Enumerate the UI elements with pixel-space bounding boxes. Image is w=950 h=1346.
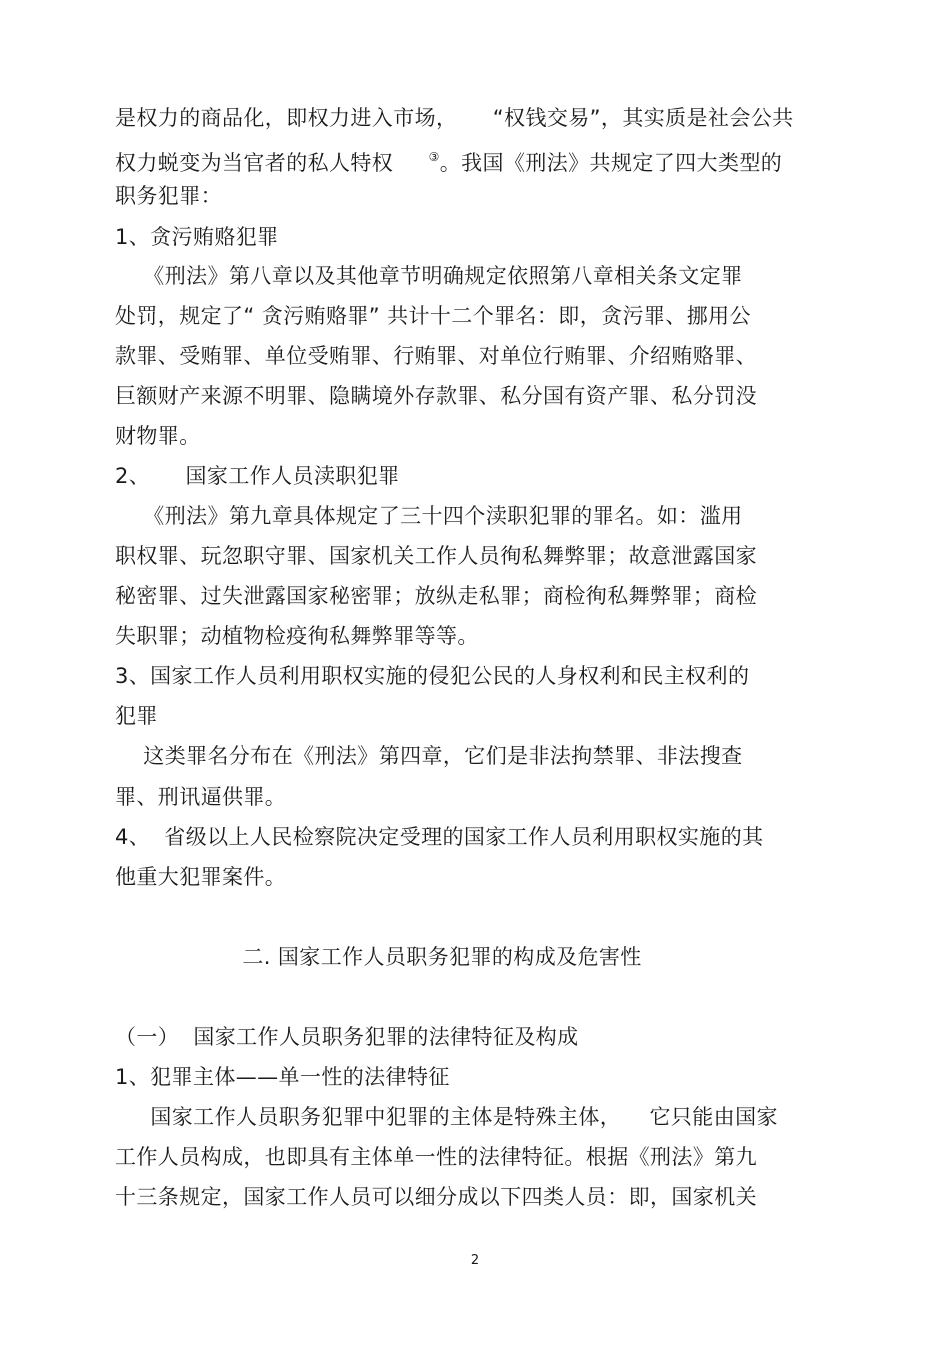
subsection-title: （一） 国家工作人员职务犯罪的法律特征及构成 xyxy=(115,1025,579,1049)
heading-4-cont: 他重大犯罪案件。 xyxy=(115,865,287,889)
body-line: 处罚，规定了“ 贪污贿赂罪” 共计十二个罪名：即，贪污罪、挪用公 xyxy=(115,304,751,328)
body-line: 《刑法》第九章具体规定了三十四个渎职犯罪的罪名。如：滥用 xyxy=(115,504,743,528)
footnote-marker: ③ xyxy=(428,150,440,164)
body-line: 工作人员构成，也即具有主体单一性的法律特征。根据《刑法》第九 xyxy=(115,1145,757,1169)
heading-5: 1、犯罪主体——单一性的法律特征 xyxy=(115,1065,450,1089)
heading-3: 3、国家工作人员利用职权实施的侵犯公民的人身权利和民主权利的 xyxy=(115,664,750,688)
body-line: 巨额财产来源不明罪、隐瞒境外存款罪、私分国有资产罪、私分罚没 xyxy=(115,384,757,408)
heading-3-cont: 犯罪 xyxy=(115,704,158,728)
body-text: 权力蜕变为当官者的私人特权 xyxy=(115,151,429,175)
body-line: 财物罪。 xyxy=(115,424,201,448)
body-line: 秘密罪、过失泄露国家秘密罪；放纵走私罪；商检徇私舞弊罪；商检 xyxy=(115,584,757,608)
section-title: 二. 国家工作人员职务犯罪的构成及危害性 xyxy=(115,945,642,969)
page-number: 2 xyxy=(470,1253,480,1268)
body-line: 罪、刑讯逼供罪。 xyxy=(115,785,287,809)
body-line: 失职罪；动植物检疫徇私舞弊罪等等。 xyxy=(115,624,479,648)
body-text: 。我国《刑法》共规定了四大类型的 xyxy=(439,151,783,175)
body-line: 款罪、受贿罪、单位受贿罪、行贿罪、对单位行贿罪、介绍贿赂罪、 xyxy=(115,344,757,368)
body-line: 职权罪、玩忽职守罪、国家机关工作人员徇私舞弊罪；故意泄露国家 xyxy=(115,544,757,568)
body-line: 这类罪名分布在《刑法》第四章，它们是非法拘禁罪、非法搜查 xyxy=(115,744,743,768)
heading-2: 2、 国家工作人员渎职犯罪 xyxy=(115,464,400,488)
body-line xyxy=(115,142,782,178)
heading-1: 1、贪污贿赂犯罪 xyxy=(115,225,279,249)
body-line: 职务犯罪： xyxy=(115,184,222,208)
body-line: 十三条规定，国家工作人员可以细分成以下四类人员：即，国家机关 xyxy=(115,1185,757,1209)
heading-4: 4、 省级以上人民检察院决定受理的国家工作人员利用职权实施的其 xyxy=(115,825,764,849)
body-line: 《刑法》第八章以及其他章节明确规定依照第八章相关条文定罪 xyxy=(115,264,743,288)
body-line: 国家工作人员职务犯罪中犯罪的主体是特殊主体， 它只能由国家 xyxy=(115,1105,778,1129)
body-line: 是权力的商品化，即权力进入市场， “权钱交易”，其实质是社会公共 xyxy=(115,106,794,130)
